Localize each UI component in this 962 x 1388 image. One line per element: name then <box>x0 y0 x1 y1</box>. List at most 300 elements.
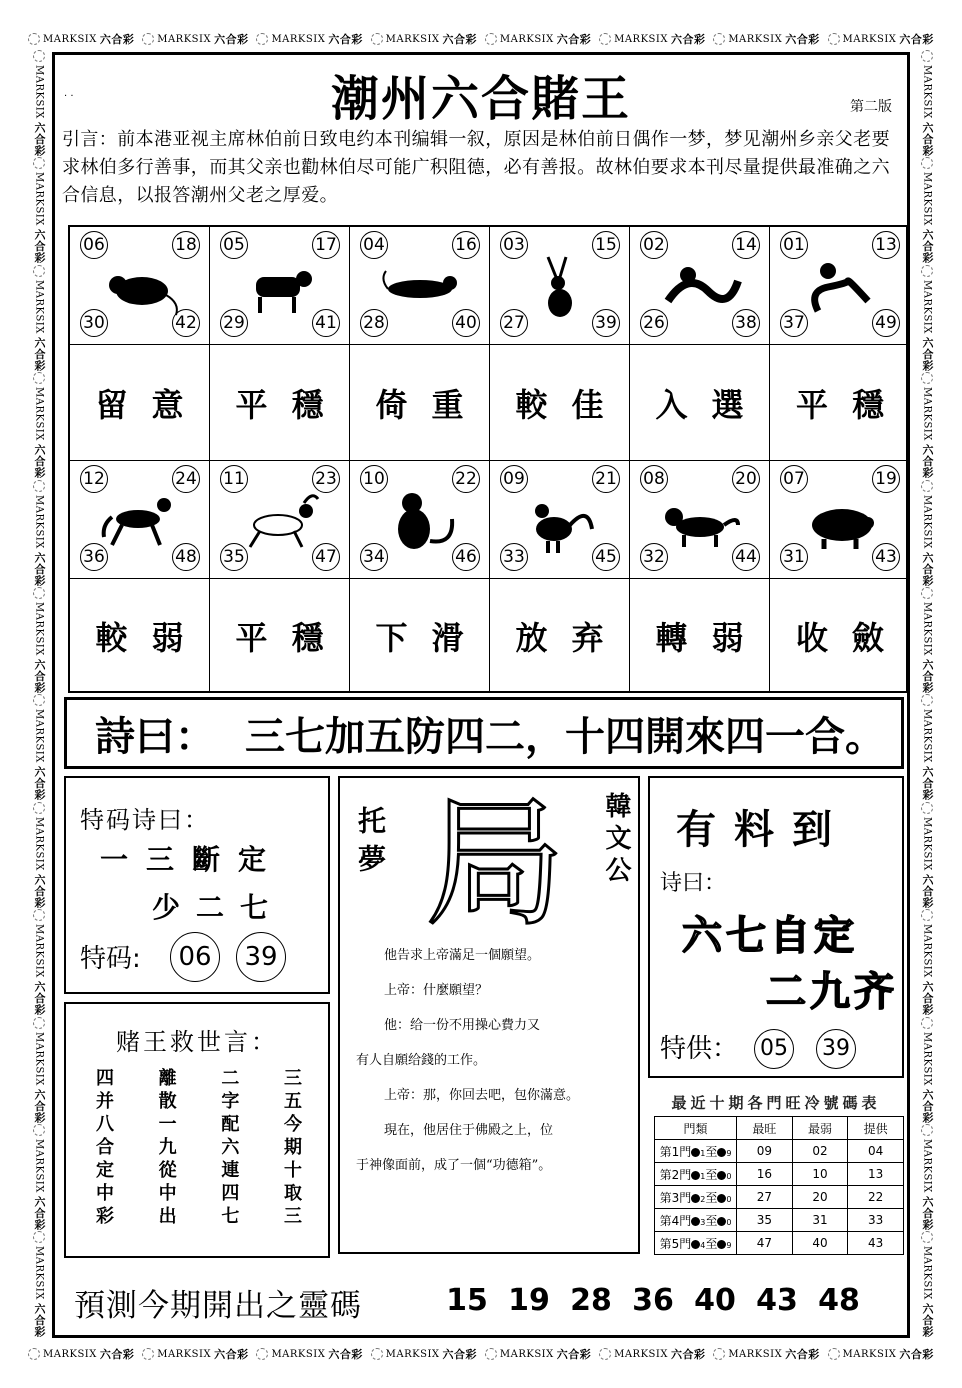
goat-icon <box>238 485 322 555</box>
watermark-item <box>919 802 935 908</box>
door-label: 第3門 <box>659 1190 692 1205</box>
watermark-latin: MARKSIX <box>921 816 933 871</box>
flower-icon <box>921 157 933 169</box>
fortune-word: 放弃 <box>490 579 630 693</box>
number-circle: 36 <box>80 543 108 571</box>
saviour-row <box>96 1179 302 1202</box>
watermark-cjk: 六合彩 <box>33 873 46 909</box>
saviour-char: 三 <box>283 1068 302 1089</box>
watermark-item <box>256 31 362 47</box>
watermark-cjk: 六合彩 <box>442 33 478 46</box>
flower-icon <box>142 33 154 45</box>
watermark-item <box>142 31 248 47</box>
ball-icon <box>691 1171 700 1180</box>
watermark-item <box>828 31 934 47</box>
watermark-cjk: 六合彩 <box>921 1195 934 1231</box>
number-circle: 19 <box>872 465 900 493</box>
watermark-cjk: 六合彩 <box>33 551 46 587</box>
watermark-latin: MARKSIX <box>614 1348 668 1360</box>
watermark-latin: MARKSIX <box>728 1348 783 1360</box>
special-head: 特码诗曰： <box>80 806 210 834</box>
saviour-char: 六 <box>221 1137 240 1158</box>
special-line-2: 少二七 <box>152 891 285 924</box>
number-circle: 39 <box>592 309 620 337</box>
flower-icon <box>33 480 45 492</box>
number-circle: 13 <box>872 231 900 259</box>
ball-icon <box>717 1217 726 1226</box>
saviour-char: 離 <box>158 1068 177 1089</box>
dragon-icon <box>658 251 742 321</box>
number-circle: 02 <box>640 231 668 259</box>
watermark-latin: MARKSIX <box>842 33 897 45</box>
flower-icon <box>33 372 45 384</box>
right-says: 诗曰： <box>660 871 727 896</box>
watermark-item <box>256 1346 362 1362</box>
number-circle: 49 <box>872 309 900 337</box>
prediction-number: 36 <box>632 1283 674 1318</box>
watermark-latin: MARKSIX <box>33 1139 45 1193</box>
flower-icon <box>28 1348 40 1360</box>
zodiac-grid <box>68 225 908 693</box>
watermark-cjk: 六合彩 <box>670 33 706 46</box>
zodiac-cell <box>70 461 210 579</box>
number-circle: 47 <box>312 543 340 571</box>
story-line: 上帝：什麼願望？ <box>384 983 489 998</box>
prediction-number: 40 <box>694 1283 736 1318</box>
stats-pick: 43 <box>848 1232 904 1255</box>
saviour-char: 十 <box>283 1160 302 1181</box>
watermark-item <box>713 1346 819 1362</box>
ball-icon <box>717 1240 726 1249</box>
watermark-cjk: 六合彩 <box>33 658 46 694</box>
saviour-char: 彩 <box>96 1206 114 1227</box>
watermark-cjk: 六合彩 <box>214 33 249 46</box>
fortune-word: 收斂 <box>795 619 908 657</box>
saviour-row <box>96 1133 302 1156</box>
watermark-item <box>31 480 47 586</box>
watermark-cjk: 六合彩 <box>99 33 135 46</box>
ball-icon <box>717 1171 726 1180</box>
saviour-char: 三 <box>283 1206 302 1227</box>
flower-icon <box>485 1348 497 1360</box>
watermark-cjk: 六合彩 <box>921 981 934 1016</box>
number-circle: 14 <box>732 231 760 259</box>
story-line: 上帝：那，你回去吧，包你滿意。 <box>384 1088 580 1103</box>
stats-row <box>655 1140 904 1163</box>
saviour-char: 取 <box>283 1183 302 1204</box>
number-circle: 33 <box>500 543 528 571</box>
watermark-latin: MARKSIX <box>614 33 668 45</box>
zodiac-cell <box>490 227 630 345</box>
watermark-cjk: 六合彩 <box>556 33 592 46</box>
number-circle: 22 <box>452 465 480 493</box>
prediction-number: 19 <box>508 1283 550 1318</box>
watermark-cjk: 六合彩 <box>921 1088 934 1124</box>
right-label: 特供： <box>660 1034 739 1064</box>
flower-icon <box>33 157 45 169</box>
saviour-row <box>96 1087 302 1110</box>
story-line: 他告求上帝滿足一個願望。 <box>384 948 541 963</box>
watermark-latin: MARKSIX <box>33 279 45 334</box>
watermark-latin: MARKSIX <box>921 709 933 764</box>
number-circle: 16 <box>452 231 480 259</box>
saviour-row <box>96 1110 302 1133</box>
right-tip-box <box>648 776 904 1078</box>
right-phrase-1: 六七自定 <box>682 913 858 959</box>
ball-icon <box>691 1240 700 1249</box>
watermark-right <box>916 50 938 1338</box>
watermark-cjk: 六合彩 <box>33 981 46 1016</box>
right-phrase-2: 二九齐 <box>766 969 898 1015</box>
number-circle: 05 <box>220 231 248 259</box>
saviour-char: 二 <box>221 1068 240 1089</box>
saviour-char: 配 <box>221 1114 240 1135</box>
ball-num: 3 <box>700 1217 706 1227</box>
number-circle: 03 <box>500 231 528 259</box>
watermark-cjk: 六合彩 <box>921 658 934 694</box>
watermark-item <box>31 372 47 478</box>
stats-header: 門類 <box>655 1117 737 1140</box>
watermark-item <box>371 1346 477 1362</box>
number-circle: 06 <box>80 231 108 259</box>
watermark-latin: MARKSIX <box>499 1348 554 1360</box>
flower-icon <box>921 587 933 599</box>
ball-num: 2 <box>700 1194 706 1204</box>
corner-mark: . . <box>64 88 74 99</box>
watermark-item <box>31 1124 47 1230</box>
snake-icon <box>798 251 882 321</box>
special-code-box <box>64 776 330 994</box>
stats-row <box>655 1232 904 1255</box>
fortune-word: 平穩 <box>210 345 350 461</box>
watermark-item <box>919 1124 935 1230</box>
ball-num: 0 <box>726 1171 732 1181</box>
stats-pick: 13 <box>848 1163 904 1186</box>
fortune-word: 入選 <box>630 345 770 461</box>
watermark-cjk: 六合彩 <box>33 444 46 479</box>
saviour-char: 期 <box>283 1137 302 1158</box>
saviour-char: 出 <box>158 1206 177 1227</box>
zodiac-cell <box>630 461 770 579</box>
ball-icon <box>691 1148 700 1157</box>
watermark-latin: MARKSIX <box>385 33 440 45</box>
watermark-cjk: 六合彩 <box>33 766 46 801</box>
fortune-word: 平穩 <box>210 579 350 693</box>
number-circle: 32 <box>640 543 668 571</box>
watermark-latin: MARKSIX <box>33 1031 45 1086</box>
zodiac-cell <box>630 227 770 345</box>
number-circle: 42 <box>172 309 200 337</box>
watermark-cjk: 六合彩 <box>33 121 46 157</box>
stats-cold: 10 <box>792 1163 848 1186</box>
ball-icon <box>717 1148 726 1157</box>
watermark-latin: MARKSIX <box>33 1246 45 1301</box>
zodiac-cell <box>210 227 350 345</box>
watermark-latin: MARKSIX <box>921 1031 933 1086</box>
watermark-latin: MARKSIX <box>921 1139 933 1193</box>
flower-icon <box>28 33 40 45</box>
watermark-cjk: 六合彩 <box>921 766 934 801</box>
watermark-latin: MARKSIX <box>921 602 933 656</box>
number-circle: 04 <box>360 231 388 259</box>
watermark-item <box>485 1346 591 1362</box>
watermark-cjk: 六合彩 <box>899 1348 934 1361</box>
watermark-latin: MARKSIX <box>157 33 212 45</box>
saviour-char: 五 <box>283 1091 302 1112</box>
horse-icon <box>98 485 182 555</box>
fortune-word: 平穩 <box>770 345 910 461</box>
door-label: 第5門 <box>659 1236 692 1251</box>
ball-num: 9 <box>726 1240 732 1250</box>
watermark-item <box>31 802 47 908</box>
stats-header: 最弱 <box>792 1117 848 1140</box>
zodiac-cell <box>350 227 490 345</box>
number-circle: 24 <box>172 465 200 493</box>
watermark-cjk: 六合彩 <box>921 873 934 909</box>
saviour-char: 連 <box>221 1160 240 1181</box>
saviour-char: 九 <box>158 1137 177 1158</box>
watermark-cjk: 六合彩 <box>33 1088 46 1124</box>
saviour-row <box>96 1202 302 1225</box>
watermark-item <box>31 1231 47 1337</box>
to-char: 至 <box>705 1213 718 1228</box>
watermark-latin: MARKSIX <box>728 33 783 45</box>
zodiac-cell <box>210 461 350 579</box>
saviour-char: 字 <box>221 1091 240 1112</box>
fortune-word: 倚重 <box>350 345 490 461</box>
poem-text: 三七加五防四二，十四開來四一合。 <box>245 713 885 760</box>
flower-icon <box>256 1348 268 1360</box>
watermark-cjk: 六合彩 <box>33 336 46 372</box>
door-cell <box>655 1209 737 1232</box>
big-character <box>420 786 570 936</box>
door-cell <box>655 1232 737 1255</box>
zodiac-cell <box>350 461 490 579</box>
watermark-left <box>28 50 50 1338</box>
flower-icon <box>713 1348 725 1360</box>
stats-row <box>655 1186 904 1209</box>
saviour-char: 散 <box>158 1091 177 1112</box>
watermark-item <box>828 1346 934 1362</box>
saviour-grid <box>96 1064 302 1225</box>
ball-icon <box>691 1194 700 1203</box>
watermark-cjk: 六合彩 <box>99 1348 135 1361</box>
watermark-cjk: 六合彩 <box>785 33 820 46</box>
zodiac-cell <box>490 461 630 579</box>
watermark-latin: MARKSIX <box>43 1348 97 1360</box>
watermark-cjk: 六合彩 <box>214 1348 249 1361</box>
number-circle: 12 <box>80 465 108 493</box>
rat-icon <box>98 251 182 321</box>
watermark-item <box>31 1017 47 1123</box>
right-code-circle: 05 <box>754 1029 794 1069</box>
number-circle: 20 <box>732 465 760 493</box>
number-circle: 23 <box>312 465 340 493</box>
flower-icon <box>921 802 933 814</box>
number-circle: 46 <box>452 543 480 571</box>
flower-icon <box>921 694 933 706</box>
flower-icon <box>921 1231 933 1243</box>
ball-num: 1 <box>700 1171 706 1181</box>
watermark-item <box>28 31 134 47</box>
number-circle: 34 <box>360 543 388 571</box>
story-line: 有人自願给錢的工作。 <box>356 1053 487 1068</box>
watermark-item <box>919 1231 935 1337</box>
flower-icon <box>256 33 268 45</box>
watermark-item <box>919 694 935 800</box>
watermark-cjk: 六合彩 <box>785 1348 820 1361</box>
watermark-cjk: 六合彩 <box>921 229 934 264</box>
number-circle: 40 <box>452 309 480 337</box>
number-circle: 07 <box>780 465 808 493</box>
saviour-char: 七 <box>221 1206 240 1227</box>
saviour-char: 一 <box>158 1114 177 1135</box>
number-circle: 15 <box>592 231 620 259</box>
saviour-char: 四 <box>96 1068 114 1089</box>
big-character-text: 局 <box>424 786 566 936</box>
to-char: 至 <box>705 1144 718 1159</box>
door-cell <box>655 1186 737 1209</box>
special-line-1: 一三斷定 <box>100 843 285 876</box>
number-circle: 01 <box>780 231 808 259</box>
poem-label: 詩曰： <box>95 713 215 760</box>
door-label: 第2門 <box>659 1167 692 1182</box>
watermark-cjk: 六合彩 <box>921 1303 934 1338</box>
watermark-cjk: 六合彩 <box>556 1348 592 1361</box>
number-circle: 17 <box>312 231 340 259</box>
watermark-cjk: 六合彩 <box>33 229 46 264</box>
right-title: 有料到 <box>676 807 850 853</box>
stats-title: 最近十期各門旺冷號碼表 <box>671 1094 881 1112</box>
fortune-word: 較弱 <box>70 579 210 693</box>
watermark-item <box>31 909 47 1015</box>
flower-icon <box>33 694 45 706</box>
saviour-char: 四 <box>221 1183 240 1204</box>
watermark-item <box>919 265 935 371</box>
stats-cold: 02 <box>792 1140 848 1163</box>
number-circle: 29 <box>220 309 248 337</box>
watermark-item <box>919 157 935 263</box>
ball-num: 4 <box>700 1240 706 1250</box>
story-line: 他：给一份不用操心費力又 <box>384 1018 541 1033</box>
monkey-icon <box>378 485 462 555</box>
number-circle: 45 <box>592 543 620 571</box>
watermark-latin: MARKSIX <box>921 1246 933 1301</box>
rabbit-icon <box>518 251 602 321</box>
watermark-latin: MARKSIX <box>921 494 933 549</box>
watermark-latin: MARKSIX <box>33 494 45 549</box>
flower-icon <box>921 480 933 492</box>
watermark-latin: MARKSIX <box>921 279 933 334</box>
fortune-word: 較佳 <box>490 345 630 461</box>
number-circle: 21 <box>592 465 620 493</box>
flower-icon <box>371 33 383 45</box>
flower-icon <box>921 909 933 921</box>
story-line: 于神像面前，成了一個“功德箱”。 <box>356 1158 552 1173</box>
number-circle: 37 <box>780 309 808 337</box>
door-label: 第4門 <box>659 1213 692 1228</box>
watermark-item <box>371 31 477 47</box>
flower-icon <box>921 265 933 277</box>
saviour-box <box>64 1002 330 1258</box>
prediction-label: 預測今期開出之靈碼 <box>74 1288 362 1324</box>
number-circle: 26 <box>640 309 668 337</box>
ball-num: 0 <box>726 1194 732 1204</box>
number-circle: 30 <box>80 309 108 337</box>
number-circle: 44 <box>732 543 760 571</box>
watermark-item <box>31 694 47 800</box>
ball-icon <box>691 1217 700 1226</box>
watermark-latin: MARKSIX <box>33 602 45 656</box>
watermark-latin: MARKSIX <box>43 33 97 45</box>
number-circle: 09 <box>500 465 528 493</box>
watermark-cjk: 六合彩 <box>442 1348 478 1361</box>
flower-icon <box>921 372 933 384</box>
saviour-char: 從 <box>158 1160 177 1181</box>
watermark-latin: MARKSIX <box>921 172 933 227</box>
watermark-item <box>713 31 819 47</box>
flower-icon <box>713 33 725 45</box>
number-circle: 28 <box>360 309 388 337</box>
saviour-char: 八 <box>96 1114 114 1135</box>
watermark-top <box>28 28 934 50</box>
dog-icon <box>658 485 742 555</box>
number-circle: 38 <box>732 309 760 337</box>
watermark-latin: MARKSIX <box>499 33 554 45</box>
prediction-number: 15 <box>446 1283 488 1318</box>
intro-text: 引言：前本港亚视主席林伯前日致电约本刊编辑一叙，原因是林伯前日偶作一梦，梦见潮州乡亲父老要求林伯多行善事，而其父亲也勸林伯尽可能广积阻德，必有善报。故林伯要求本刊尽量提供最准确之六合信息，以报答潮州父老之厚爱。 <box>62 129 890 206</box>
watermark-latin: MARKSIX <box>385 1348 440 1360</box>
watermark-latin: MARKSIX <box>33 709 45 764</box>
stats-header: 提供 <box>848 1117 904 1140</box>
watermark-bottom <box>28 1343 934 1365</box>
flower-icon <box>599 33 611 45</box>
watermark-item <box>142 1346 248 1362</box>
special-code-circle: 06 <box>170 932 220 982</box>
to-char: 至 <box>705 1167 718 1182</box>
edition-label: 第二版 <box>850 99 892 115</box>
prediction-number: 43 <box>756 1283 798 1318</box>
watermark-latin: MARKSIX <box>33 924 45 979</box>
watermark-item <box>28 1346 134 1362</box>
fortune-word: 留意 <box>70 345 210 461</box>
stats-hot: 35 <box>737 1209 793 1232</box>
right-vertical-text: 韓文公 <box>601 792 631 888</box>
number-circle: 18 <box>172 231 200 259</box>
saviour-char: 定 <box>96 1160 114 1181</box>
watermark-latin: MARKSIX <box>921 387 933 442</box>
pig-icon <box>798 485 882 555</box>
watermark-latin: MARKSIX <box>921 65 933 119</box>
zodiac-cell <box>770 461 910 579</box>
ox-icon <box>238 251 322 321</box>
flower-icon <box>142 1348 154 1360</box>
door-cell <box>655 1140 737 1163</box>
ball-num: 1 <box>700 1148 706 1158</box>
poem-bar <box>64 697 904 769</box>
stats-hot: 47 <box>737 1232 793 1255</box>
watermark-item <box>919 909 935 1015</box>
flower-icon <box>33 909 45 921</box>
right-code-circle: 39 <box>816 1029 856 1069</box>
zodiac-cell <box>70 227 210 345</box>
to-char: 至 <box>705 1236 718 1251</box>
watermark-cjk: 六合彩 <box>328 33 363 46</box>
watermark-cjk: 六合彩 <box>921 336 934 372</box>
saviour-row <box>96 1156 302 1179</box>
watermark-item <box>485 31 591 47</box>
stats-cold: 20 <box>792 1186 848 1209</box>
